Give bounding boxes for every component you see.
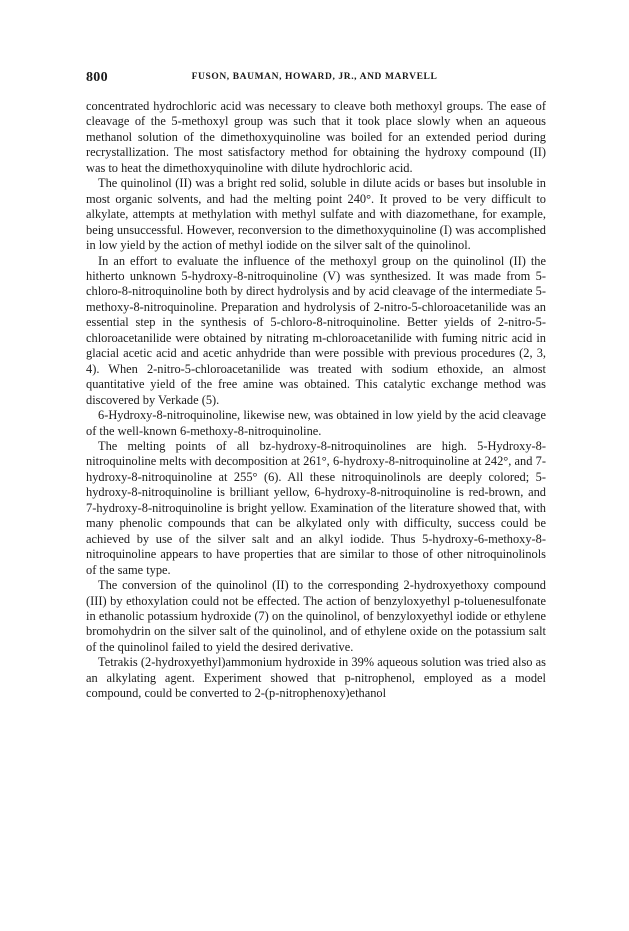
paragraph: 6-Hydroxy-8-nitroquinoline, likewise new, was obtained in low yield by the acid cleavage of the well-known 6-methoxy-8-nitroquinoline. bbox=[86, 408, 546, 438]
page-number: 800 bbox=[86, 70, 108, 85]
body-text bbox=[86, 99, 546, 702]
paragraph: concentrated hydrochloric acid was necessary to cleave both methoxyl groups. The ease of cleavage of the 5-methoxyl group was such that it took place slowly when an aqueous methanol solution of the dimethoxyquinoline was boiled for an extended period during recrystallization. The most satisfactory method for obtaining the hydroxy compound (II) was to heat the dimethoxyquinoline with dilute hydrochloric acid. bbox=[86, 99, 546, 175]
paragraph: The quinolinol (II) was a bright red solid, soluble in dilute acids or bases but insoluble in most organic solvents, and had the melting point 240°. It proved to be very difficult to alkylate, attempts at methylation with methyl sulfate and with diazomethane, for example, being unsuccessful. However, reconversion to the dimethoxyquinoline (I) was accomplished in low yield by the action of methyl iodide on the silver salt of the quinolinol. bbox=[86, 176, 546, 253]
page-header bbox=[86, 70, 543, 88]
paragraph: In an effort to evaluate the influence of the methoxyl group on the quinolinol (II) the hitherto unknown 5-hydroxy-8-nitroquinoline (V) was synthesized. It was made from 5-chloro-8-nitroquinoline both by direct hydrolysis and by acid cleavage of the intermediate 5-methoxy-8-nitroquinoline. Preparation and hydrolysis of 2-nitro-5-chloroacetanilide was an essential step in the synthesis of 5-chloro-8-nitroquinoline. Better yields of 2-nitro-5-chloroacetanilide were obtained by nitrating m-chloroacetanilide with fuming nitric acid in glacial acetic acid and acetic anhydride than were possible with previous procedures (2, 3, 4). When 2-nitro-5-chloroacetanilide was treated with sodium ethoxide, an almost quantitative yield of the free amine was obtained. This catalytic exchange method was discovered by Verkade (5). bbox=[86, 253, 546, 407]
running-head: FUSON, BAUMAN, HOWARD, JR., AND MARVELL bbox=[191, 72, 438, 82]
paragraph: The melting points of all bz-hydroxy-8-nitroquinolines are high. 5-Hydroxy-8-nitroquinoline melts with decomposition at 261°, 6-hydroxy-8-nitroquinoline at 242°, and 7-hydroxy-8-nitroquinoline at 255° (6). All these nitroquinolinols are deeply colored; 5-hydroxy-8-nitroquinoline is brilliant yellow, 6-hydroxy-8-nitroquinoline is red-brown, and 7-hydroxy-8-nitroquinoline is bright yellow. Examination of the literature showed that, with many phenolic compounds that can be alkylated only with difficulty, success could be achieved by use of the silver salt and an alkyl iodide. Thus 5-hydroxy-6-methoxy-8-nitroquinoline appears to have properties that are similar to those of other nitroquinolinols of the same type. bbox=[86, 438, 546, 577]
paragraph: The conversion of the quinolinol (II) to the corresponding 2-hydroxyethoxy compound (III) by ethoxylation could not be effected. The action of benzyloxyethyl p-toluenesulfonate in ethanolic potassium hydroxide (7) on the quinolinol, of benzyloxyethyl iodide or ethylene bromohydrin on the silver salt of the quinolinol, and of ethylene oxide on the potassium salt of the quinolinol failed to yield the desired derivative. bbox=[86, 578, 546, 654]
paragraph: Tetrakis (2-hydroxyethyl)ammonium hydroxide in 39% aqueous solution was tried also as an alkylating agent. Experiment showed that p-nitrophenol, employed as a model compound, could be converted to 2-(p-nitrophenoxy)ethanol bbox=[86, 655, 546, 701]
